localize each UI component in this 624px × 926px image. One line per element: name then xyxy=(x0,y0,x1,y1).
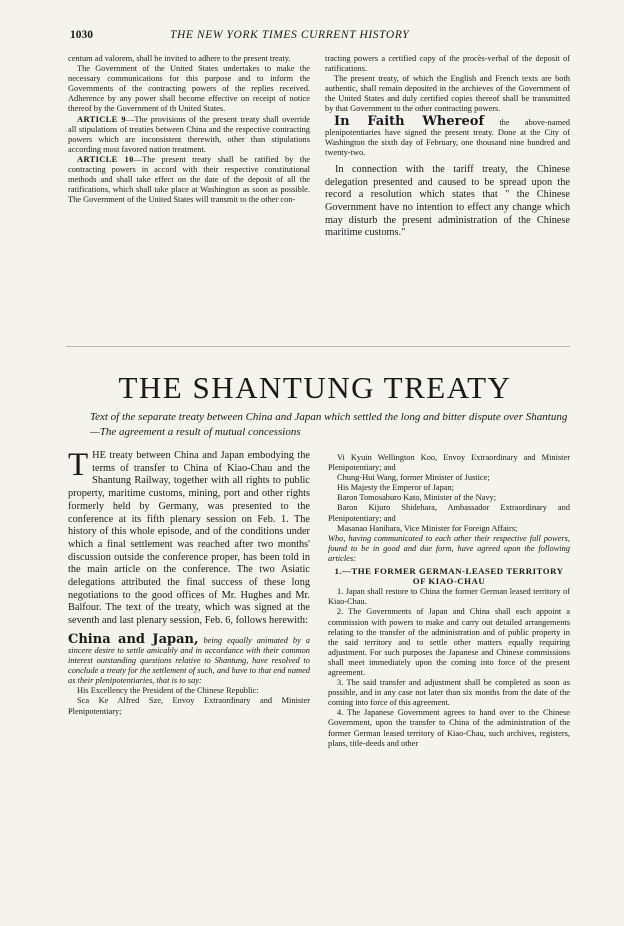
paragraph: The Government of the United States undertakes to make the necessary communications for this purpose and to inform the Governments of the contracting powers of the replies received. Adherence by any power shall become effective on receipt of notice thereof by the Government of th United States. xyxy=(68,64,310,114)
article-item: 3. The said transfer and adjustment shall be completed as soon as possible, and in any case not later than six months from the date of the coming into force of this agreement. xyxy=(328,678,570,708)
article-label: ARTICLE 10 xyxy=(77,154,134,164)
article-text: —The provisions of the present treaty shall override all stipulations of treaties between China and the respective contracting powers which are inconsistent therewith, other than stipulations according most favored nation treatment. xyxy=(68,114,310,154)
running-head xyxy=(70,29,570,45)
lower-right-column xyxy=(328,453,570,749)
paragraph: Baron Tomosaburo Kato, Minister of the Navy; xyxy=(337,493,497,503)
article-item: 2. The Governments of Japan and China shall each appoint a commission with powers to make and carry out detailed arrangements relating to the transfer of the administration and of public property in the said territory and to settle other matters equally requiring adjustment. For such purposes the Japanese and Chinese commissions shall meet immediately upon the coming into force of the present agreement. xyxy=(328,607,570,677)
intro-paragraph xyxy=(68,447,310,628)
upper-right-column xyxy=(325,54,570,240)
in-faith-paragraph xyxy=(325,113,570,158)
paragraph: Masanao Hanihara, Vice Minister for Foreign Affairs; xyxy=(337,523,518,533)
article-item: 1. Japan shall restore to China the former German leased territory of Kiao-Chau. xyxy=(328,587,570,607)
paragraph: His Majesty the Emperor of Japan; xyxy=(337,483,454,493)
article-title: THE SHANTUNG TREATY xyxy=(118,370,512,405)
paragraph: centum ad valorem, shall be invited to adhere to the present treaty. xyxy=(68,54,291,63)
article-label: ARTICLE 9 xyxy=(77,114,127,124)
paragraph: The present treaty, of which the English and French texts are both authentic, shall remain deposited in the archieves of the Government of the United States and duly certified copies thereof shall be transmitted by that Government to the other contracting powers. xyxy=(325,74,570,114)
journal-title: THE NEW YORK TIMES CURRENT HISTORY xyxy=(170,29,410,41)
article-item: 4. The Japanese Government agrees to hand over to the Chinese Government, upon the transfer to China of the administration of the former German leased territory of Kiao-Chau, such archives, registers, plans, title-deeds and other xyxy=(328,708,570,748)
intro-text: HE treaty between China and Japan embodying the terms of transfer to China of Kiao-Chau and the Shantung Railway, together with all rights to public property, maritime customs, mining, port and other rights formerly held by Germany, was presented to the conference at its fifth plenary session on Feb. 1. The history of this whole episode, and of the conditions under which a final settlement was reached after two months' discussion outside the conference proper, has been told in the main article on the conference. The two Asiatic delegations attributed the final success of these long negotiations to the good offices of Mr. Hughes and Mr. Balfour. The text of the treaty, which was signed at the seventh and last plenary session, Feb. 6, follows herewith: xyxy=(68,450,310,627)
who-paragraph: Who, having communicated to each other their respective full powers, found to be in good and due form, have agreed upon the following articles: xyxy=(328,533,570,563)
paragraph: Baron Kijuro Shidehara, Ambassador Extraordinary and Plenipotentiary; and xyxy=(328,503,570,523)
page-number: 1030 xyxy=(70,29,93,41)
preamble-text: being equally animated by a sincere desire to settle amicably and in accordance with their common interest outstanding questions relative to Shantung, have resolved to conclude a treaty for the settlement of such, and have to that end named as their plenipotentiaries, that is to say: xyxy=(68,635,310,686)
tariff-paragraph: In connection with the tariff treaty, the Chinese delegation presented and caused to be spread upon the record a resolution which states that " the Chinese Government have no intention to effect any change which may disturb the present administration of the Chinese maritime customs." xyxy=(325,163,570,239)
paragraph-text: the above-named plenipotentiaries have signed the present treaty. Done at the City of Washington the sixth day of February, one thousand nine hundred and twenty-two. xyxy=(325,117,570,157)
preamble xyxy=(68,631,310,686)
drop-cap: T xyxy=(68,447,89,483)
upper-left-column xyxy=(68,54,310,205)
paragraph: Chung-Hui Wang, former Minister of Justice; xyxy=(337,473,490,483)
divider xyxy=(66,346,570,347)
section-heading: 1.—THE FORMER GERMAN-LEASED TERRITORY OF KIAO-CHAU xyxy=(334,566,564,587)
paragraph: Vi Kyuin Wellington Koo, Envoy Extraordinary and Minister Plenipotentiary; and xyxy=(328,453,570,473)
paragraph: tracting powers a certified copy of the procès-verbal of the deposit of ratifications. xyxy=(325,54,570,74)
paragraph: Sca Ke Alfred Sze, Envoy Extraordinary and Minister Plenipotentiary; xyxy=(68,696,310,716)
article-9 xyxy=(68,115,310,155)
paragraph: His Excellency the President of the Chinese Republic: xyxy=(77,686,259,696)
article-text: —The present treaty shall be ratified by the contracting powers in accord with their respective constitutional methods and shall take effect on the date of the deposit of all the ratifications, which shall take place at Washington as soon as possible. The Government of the United States will transmit to the other con- xyxy=(68,154,311,205)
lower-left-column xyxy=(68,447,310,717)
in-faith-whereof: In Faith Whereof xyxy=(334,113,485,129)
article-10 xyxy=(68,155,310,205)
china-and-japan: China and Japan, xyxy=(68,631,199,647)
article-subtitle: Text of the separate treaty between China and Japan which settled the long and bitter dispute over Shantung—The agreement a result of mutual concessions xyxy=(90,411,568,438)
